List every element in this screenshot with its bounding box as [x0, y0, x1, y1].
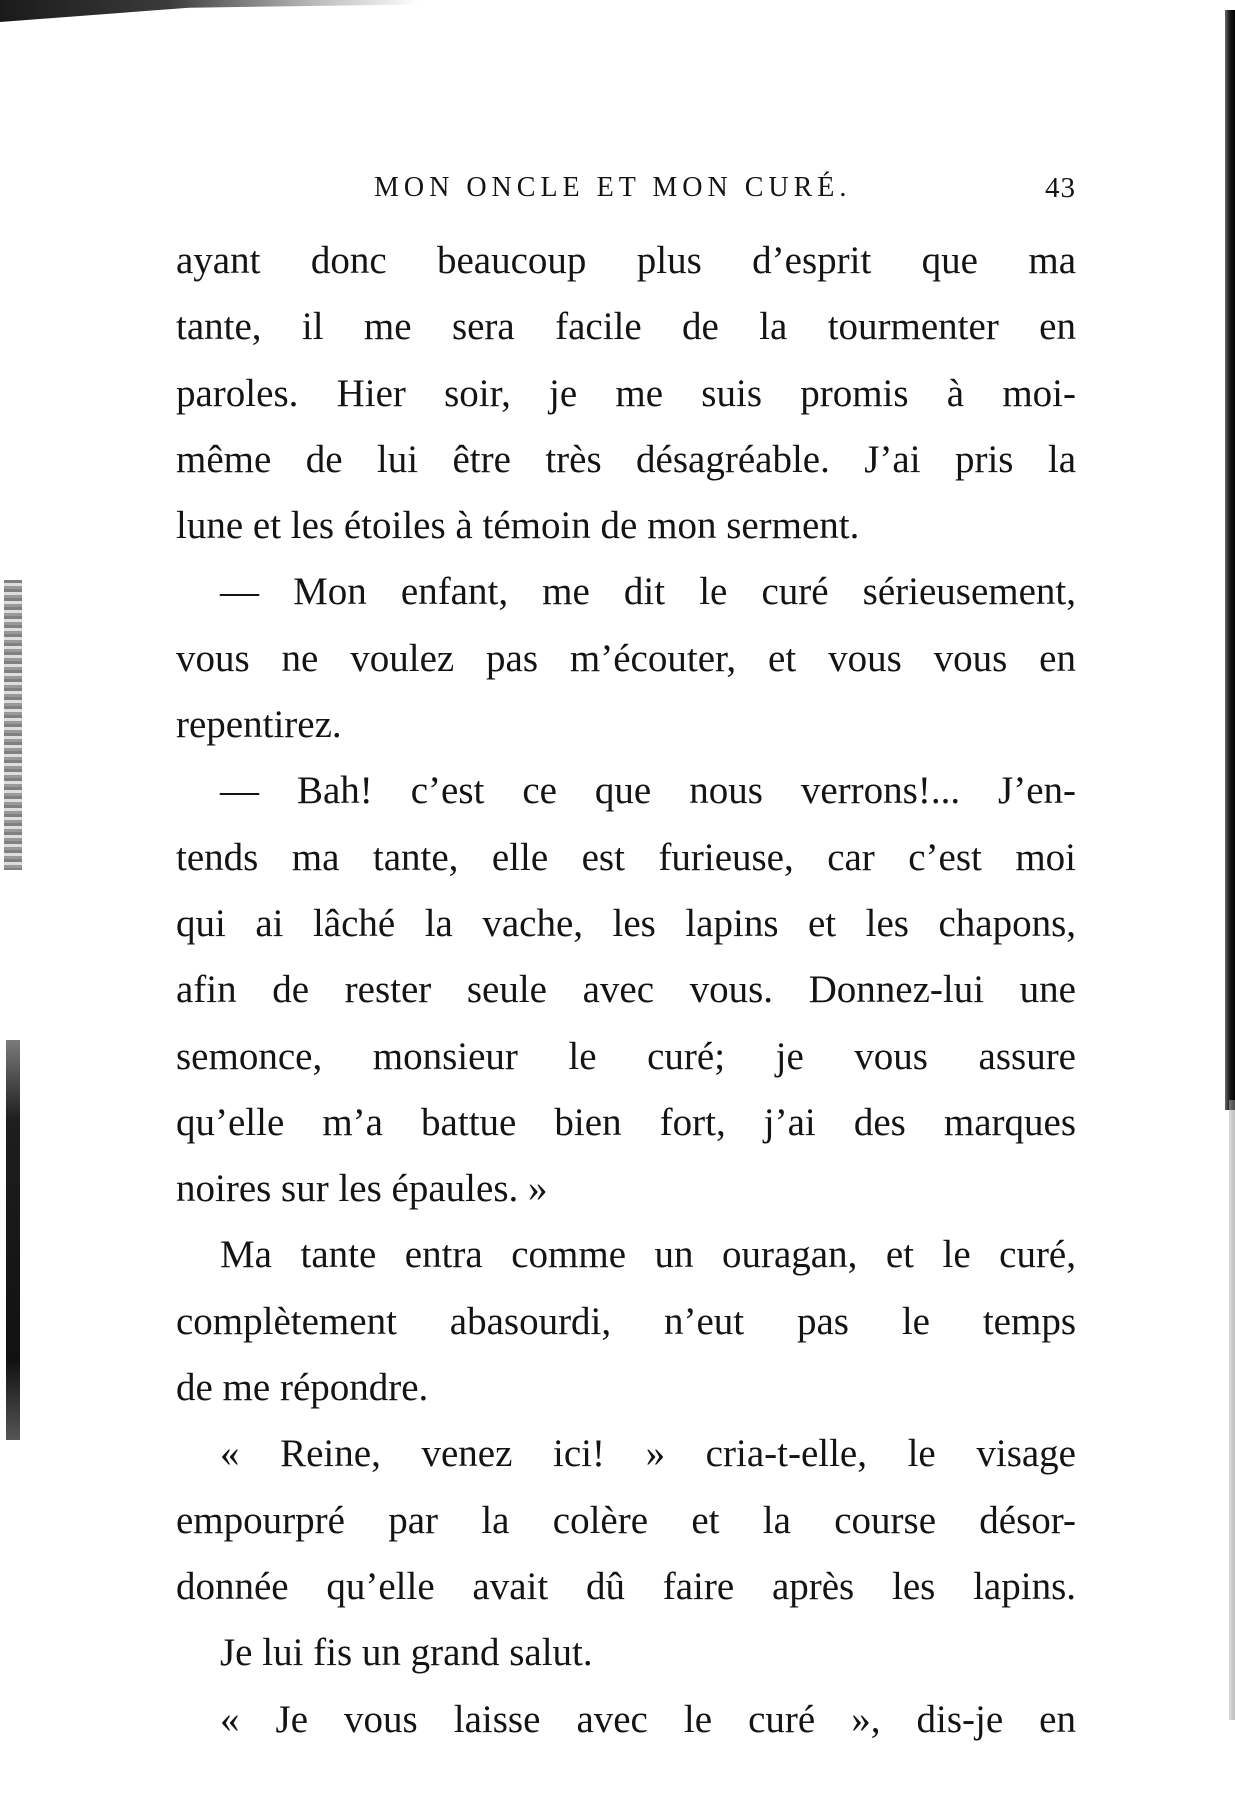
scan-artifact-left-upper: [4, 580, 22, 870]
text-line: Ma tante entra comme un ouragan, et le curé,: [220, 1233, 1076, 1277]
text-line: ayant donc beaucoup plus d’esprit que ma: [176, 239, 1076, 282]
text-line: complètement abasourdi, n’eut pas le temps: [176, 1299, 1076, 1343]
page-header: [176, 172, 1076, 212]
text-line: qu’elle m’a battue bien fort, j’ai des marques: [176, 1100, 1076, 1144]
text-line: semonce, monsieur le curé; je vous assure: [176, 1034, 1076, 1078]
text-line: paroles. Hier soir, je me suis promis à moi-: [176, 371, 1076, 415]
text-line: « Je vous laisse avec le curé », dis-je en: [220, 1697, 1076, 1741]
text-line: afin de rester seule avec vous. Donnez-lui une: [176, 968, 1076, 1012]
text-line: donnée qu’elle avait dû faire après les lapins.: [176, 1564, 1076, 1608]
text-line: lune et les étoiles à témoin de mon serment.: [176, 504, 860, 548]
text-line: qui ai lâché la vache, les lapins et les chapons,: [176, 901, 1076, 945]
scan-artifact-left-lower: [6, 1040, 20, 1440]
text-line: de me répondre.: [176, 1366, 429, 1410]
text-line: tante, il me sera facile de la tourmenter en: [176, 305, 1076, 349]
text-line: « Reine, venez ici! » cria-t-elle, le visage: [220, 1432, 1076, 1476]
text-line: vous ne voulez pas m’écouter, et vous vous en: [176, 636, 1076, 680]
text-line: — Mon enfant, me dit le curé sérieusement,: [220, 570, 1076, 614]
running-title: MON ONCLE ET MON CURÉ.: [374, 172, 852, 203]
scan-artifact-right-edge: [1225, 10, 1235, 1110]
text-line: empourpré par la colère et la course désor-: [176, 1498, 1076, 1542]
scan-artifact-top: [0, 0, 420, 22]
page-number: 43: [1045, 172, 1076, 204]
scan-artifact-right-edge-lower: [1229, 1100, 1235, 1720]
text-line: même de lui être très désagréable. J’ai pris la: [176, 437, 1076, 481]
text-line: — Bah! c’est ce que nous verrons!... J’en-: [220, 769, 1076, 813]
text-line: Je lui fis un grand salut.: [220, 1631, 593, 1675]
text-line: repentirez.: [176, 703, 342, 747]
body-text: [176, 228, 1076, 1753]
text-line: noires sur les épaules. »: [176, 1167, 548, 1211]
text-line: tends ma tante, elle est furieuse, car c’est moi: [176, 835, 1076, 879]
